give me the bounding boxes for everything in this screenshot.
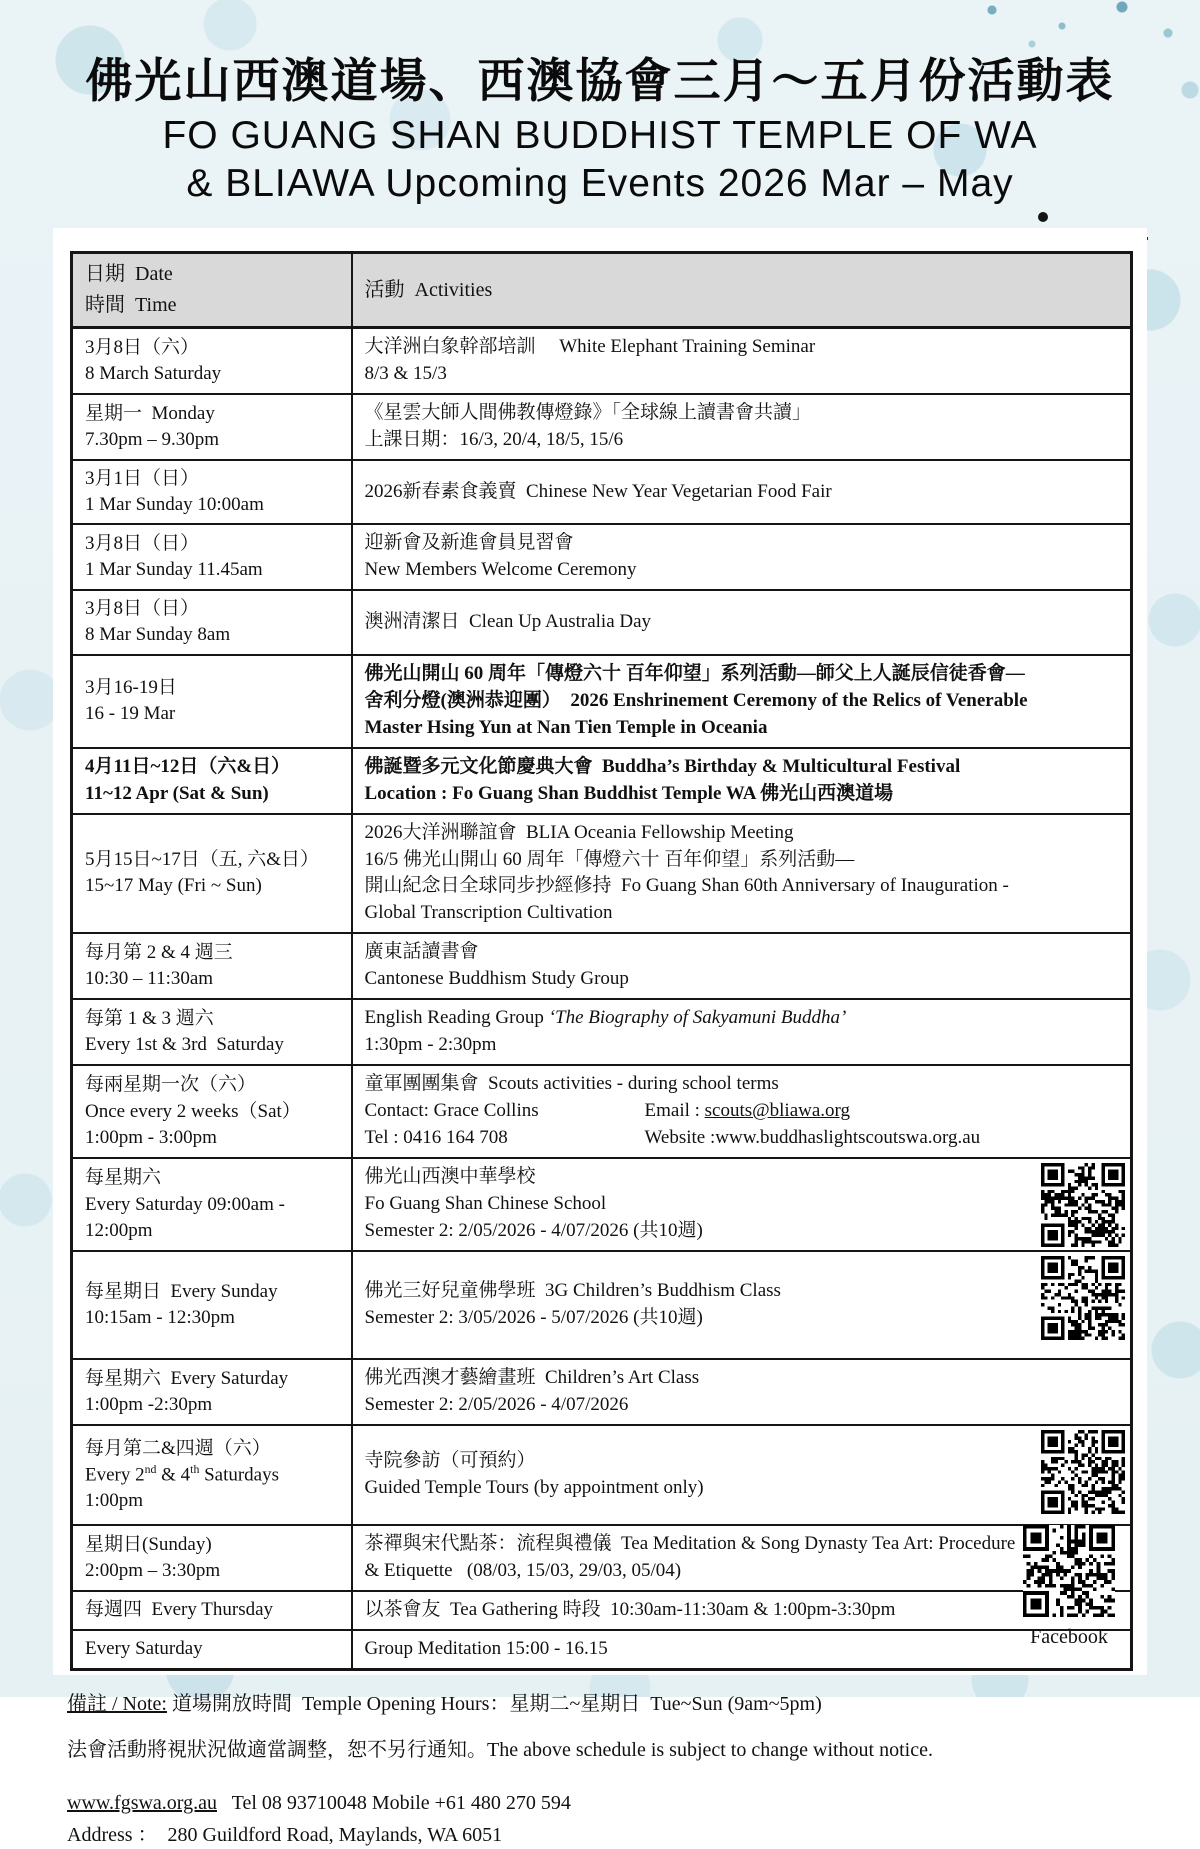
text-segment: 10:15am - 12:30pm — [85, 1307, 235, 1329]
text-segment: ‘The Biography of Sakyamuni Buddha’ — [548, 1007, 847, 1029]
text-line — [85, 401, 341, 427]
text-line — [365, 530, 1121, 557]
header-time-label: 時間 Time — [85, 294, 177, 316]
text-line — [85, 1006, 341, 1032]
text-segment: nd — [144, 1462, 157, 1476]
date-cell — [72, 655, 352, 748]
text-segment: 以茶會友 Tea Gathering 時段 10:30am-11:30am & 1:00pm-3:30pm — [364, 1598, 896, 1620]
text-line — [85, 1192, 341, 1218]
text-line — [85, 1279, 341, 1305]
text-segment: Every 1st & 3rd Saturday — [85, 1034, 284, 1056]
text-line — [85, 966, 341, 992]
text-line — [365, 1636, 1121, 1663]
text-segment: 5月15日~17日（五, 六&日） — [85, 849, 320, 871]
text-segment: 1:00pm — [85, 1490, 144, 1512]
text-segment: 1 Mar Sunday 10:00am — [85, 494, 264, 516]
text-line — [85, 1305, 341, 1331]
header-date-label: 日期 Date — [85, 263, 173, 285]
date-cell — [72, 1525, 352, 1591]
text-line — [67, 1822, 1107, 1849]
text-line — [67, 1790, 1107, 1818]
footer-note — [67, 1691, 1107, 1719]
text-segment: Semester 2: 2/05/2026 - 4/07/2026 (共10週) — [364, 1220, 703, 1242]
text-line — [85, 335, 341, 361]
text-segment: 2026大洋洲聯誼會 BLIA Oceania Fellowship Meeting — [364, 821, 794, 843]
text-line — [85, 361, 341, 387]
text-segment: 茶禪與宋代點茶：流程與禮儀 Tea Meditation & Song Dynasty Tea Art: Procedure — [364, 1533, 1016, 1555]
text-segment: 每第 1 & 3 週六 — [85, 1008, 214, 1030]
text-segment: 每星期日 Every Sunday — [85, 1280, 278, 1302]
text-segment: 8/3 & 15/3 — [364, 362, 447, 384]
text-line — [365, 1365, 1121, 1392]
text-segment: 7.30pm – 9.30pm — [85, 428, 220, 450]
text-segment: 8 March Saturday — [85, 362, 222, 384]
qr-code-facebook — [1023, 1525, 1115, 1617]
text-line — [85, 1165, 341, 1191]
text-line — [365, 1558, 1121, 1585]
text-line — [365, 715, 1121, 742]
text-segment: 星期一 Monday — [85, 402, 215, 424]
activity-cell — [352, 814, 1132, 934]
text-segment: 童軍團團集會 Scouts activities - during school terms — [364, 1073, 779, 1095]
text-segment: Website :www.buddhaslightscoutswa.org.au — [644, 1127, 981, 1149]
text-line — [365, 1448, 1121, 1475]
text-segment: Semester 2: 3/05/2026 - 5/07/2026 (共10週) — [364, 1307, 703, 1329]
activity-cell — [352, 460, 1132, 524]
qr-code-3g-class — [1041, 1256, 1125, 1340]
text-line — [365, 754, 1121, 781]
text-line — [365, 400, 1121, 427]
text-line — [365, 1125, 1121, 1152]
text-line — [365, 479, 1121, 506]
text-line — [85, 1636, 341, 1662]
text-segment: Tel 08 93710048 Mobile +61 480 270 594 — [216, 1792, 571, 1815]
text-segment: 8 Mar Sunday 8am — [85, 624, 231, 646]
date-cell — [72, 328, 352, 394]
footer-notice — [67, 1737, 1107, 1765]
table-row — [72, 1630, 1132, 1669]
date-cell — [72, 814, 352, 934]
text-segment: 16/5 佛光山開山 60 周年「傳燈六十 百年仰望」系列活動— — [364, 848, 855, 870]
text-line — [365, 1164, 1121, 1191]
text-segment: 12:00pm — [85, 1219, 153, 1241]
table-row — [72, 748, 1132, 814]
table-row — [72, 460, 1132, 524]
text-segment: Tel : 0416 164 708 — [364, 1127, 508, 1149]
text-segment: 3月8日（六） — [85, 336, 200, 358]
text-line — [85, 1436, 341, 1462]
text-segment: 1:00pm - 3:00pm — [85, 1126, 217, 1148]
text-line — [365, 900, 1121, 927]
text-line — [365, 334, 1121, 361]
date-cell — [72, 748, 352, 814]
page-title — [0, 44, 1200, 206]
date-cell — [72, 460, 352, 524]
text-line — [365, 1597, 1121, 1624]
text-line — [85, 1099, 341, 1125]
text-segment: 開山紀念日全球同步抄經修持 Fo Guang Shan 60th Anniversary of Inauguration - — [364, 875, 1009, 897]
text-line — [85, 1366, 341, 1392]
text-line — [365, 688, 1121, 715]
date-cell — [72, 933, 352, 999]
activity-cell — [352, 524, 1132, 590]
text-segment: Fo Guang Shan Chinese School — [364, 1193, 607, 1215]
text-segment: 3月8日（日） — [85, 533, 200, 555]
text-segment: Location : Fo Guang Shan Buddhist Temple WA 佛光山西澳道場 — [364, 782, 894, 804]
text-segment: 佛光山開山 60 周年「傳燈六十 百年仰望」系列活動—師父上人誕辰信徒香會— — [364, 662, 1025, 684]
header-activities — [352, 253, 1132, 328]
text-segment: 2:00pm – 3:30pm — [85, 1560, 221, 1581]
table-header-row — [72, 253, 1132, 328]
text-line — [365, 557, 1121, 584]
text-segment: 大洋洲白象幹部培訓 White Elephant Training Seminar — [364, 336, 816, 357]
text-line — [67, 1691, 1107, 1719]
activity-cell — [352, 1158, 1132, 1251]
text-segment: Every 2 — [85, 1464, 145, 1486]
text-segment: 迎新會及新進會員見習會 — [364, 532, 574, 554]
table-row — [72, 933, 1132, 999]
text-segment: 16 - 19 Mar — [85, 703, 176, 725]
text-segment: 上課日期：16/3, 20/4, 18/5, 15/6 — [364, 428, 624, 450]
text-segment: 11~12 Apr (Sat & Sun) — [85, 782, 269, 804]
title-english-line2: & BLIAWA Upcoming Events 2026 Mar – May — [186, 161, 1014, 205]
table-row — [72, 328, 1132, 394]
activity-cell — [352, 933, 1132, 999]
text-line — [365, 1098, 1121, 1125]
text-line — [85, 1462, 341, 1489]
text-line — [85, 531, 341, 557]
table-row — [72, 1525, 1132, 1591]
text-line — [365, 1218, 1121, 1245]
date-cell — [72, 1251, 352, 1359]
activity-cell — [352, 394, 1132, 460]
events-table — [70, 251, 1133, 1671]
table-row — [72, 999, 1132, 1065]
text-line — [85, 873, 341, 899]
date-cell — [72, 999, 352, 1065]
text-line — [365, 1475, 1121, 1502]
activity-cell — [352, 590, 1132, 654]
text-segment: 舍利分燈(澳洲恭迎團） 2026 Enshrinement Ceremony of the Relics of Venerable — [364, 689, 1028, 711]
table-row — [72, 1065, 1132, 1158]
date-cell — [72, 524, 352, 590]
footer-contact — [67, 1790, 1107, 1818]
footer-address — [67, 1822, 1107, 1849]
text-line — [85, 596, 341, 622]
table-row — [72, 524, 1132, 590]
text-line — [85, 701, 341, 727]
text-segment: Group Meditation 15:00 - 16.15 — [364, 1637, 608, 1659]
text-line — [365, 1191, 1121, 1218]
table-row — [72, 1251, 1132, 1359]
text-segment: Once every 2 weeks（Sat） — [85, 1100, 301, 1122]
text-segment: 佛光山西澳中華學校 — [364, 1166, 536, 1188]
text-segment: & Etiquette (08/03, 15/03, 29/03, 05/04) — [364, 1560, 682, 1581]
text-line — [365, 1531, 1121, 1558]
text-line — [365, 781, 1121, 808]
text-segment: 每月第二&四週（六） — [85, 1437, 271, 1459]
text-segment: 澳洲清潔日 Clean Up Australia Day — [364, 610, 652, 632]
text-segment: 15~17 May (Fri ~ Sun) — [85, 875, 262, 897]
text-segment: 每星期六 Every Saturday — [85, 1367, 289, 1389]
qr-code-chinese-school — [1041, 1163, 1125, 1247]
footer — [67, 1691, 1107, 1849]
ink-dot — [1038, 212, 1048, 222]
table-row — [72, 655, 1132, 748]
text-segment: 寺院參訪（可預約） — [364, 1450, 536, 1472]
text-line — [85, 466, 341, 492]
table-row — [72, 394, 1132, 460]
title-chinese: 佛光山西澳道場、西澳協會三月～五月份活動表 — [85, 56, 1115, 108]
text-line — [85, 754, 341, 780]
text-segment: 10:30 – 11:30am — [85, 968, 214, 990]
text-segment: 星期日(Sunday) — [85, 1533, 212, 1555]
header-date-time — [72, 253, 352, 328]
text-segment: 3月16-19日 — [85, 676, 177, 698]
text-segment: Semester 2: 2/05/2026 - 4/07/2026 — [364, 1394, 629, 1416]
activity-cell — [352, 999, 1132, 1065]
facebook-qr-block — [1023, 1525, 1115, 1649]
text-line — [365, 661, 1121, 688]
text-line — [365, 609, 1121, 636]
facebook-label: Facebook — [1030, 1626, 1108, 1648]
text-line — [365, 361, 1121, 388]
date-cell — [72, 1359, 352, 1425]
text-line — [365, 847, 1121, 874]
activity-cell — [352, 328, 1132, 394]
text-segment: 每兩星期一次（六） — [85, 1074, 257, 1096]
text-segment: Global Transcription Cultivation — [364, 902, 613, 924]
text-segment: Cantonese Buddhism Study Group — [364, 968, 629, 990]
text-line — [85, 1125, 341, 1151]
activity-cell — [352, 1251, 1132, 1359]
activity-cell — [352, 748, 1132, 814]
date-cell — [72, 1158, 352, 1251]
text-segment: 每星期六 — [85, 1167, 162, 1189]
activity-cell — [352, 1591, 1132, 1630]
activity-cell — [352, 1359, 1132, 1425]
text-segment: 3月8日（日） — [85, 598, 200, 620]
text-line — [85, 940, 341, 966]
table-row — [72, 814, 1132, 934]
text-line — [365, 939, 1121, 966]
text-segment: 1 Mar Sunday 11.45am — [85, 559, 263, 581]
text-line — [85, 1072, 341, 1098]
text-segment: 2026新春素食義賣 Chinese New Year Vegetarian Food Fair — [364, 480, 832, 502]
activity-cell — [352, 1065, 1132, 1158]
text-segment: 道場開放時間 Temple Opening Hours：星期二~星期日 Tue~Sun (9am~5pm) — [167, 1692, 822, 1715]
text-segment: 佛光西澳才藝繪畫班 Children’s Art Class — [364, 1367, 700, 1389]
text-line — [85, 1218, 341, 1244]
text-segment: Guided Temple Tours (by appointment only) — [364, 1477, 704, 1499]
text-segment: & 4 — [156, 1464, 191, 1486]
date-cell — [72, 1591, 352, 1630]
text-line — [365, 820, 1121, 847]
text-line — [365, 966, 1121, 993]
text-segment: Email : — [644, 1100, 705, 1122]
text-line — [67, 1737, 1107, 1765]
text-line — [85, 427, 341, 453]
text-segment: Every Saturday — [85, 1638, 203, 1660]
text-segment: Every Saturday 09:00am - — [85, 1193, 285, 1215]
text-segment: English Reading Group — [364, 1007, 549, 1029]
date-cell — [72, 590, 352, 654]
text-segment: 3月1日（日） — [85, 467, 200, 489]
text-segment: 廣東話讀書會 — [364, 941, 479, 963]
date-cell — [72, 394, 352, 460]
date-cell — [72, 1425, 352, 1525]
qr-code-temple-tours — [1041, 1430, 1125, 1514]
text-line — [365, 1278, 1121, 1305]
text-line — [365, 1392, 1121, 1419]
header-activities-label: 活動 Activities — [364, 278, 493, 301]
date-cell — [72, 1630, 352, 1669]
link-text[interactable]: www.fgswa.org.au — [67, 1792, 217, 1815]
text-segment: 佛誕暨多元文化節慶典大會 Buddha’s Birthday & Multicultural Festival — [364, 755, 961, 777]
text-line — [365, 1071, 1121, 1098]
text-segment: th — [190, 1462, 200, 1476]
text-line — [85, 557, 341, 583]
link-text[interactable]: scouts@bliawa.org — [704, 1100, 851, 1122]
title-english-line1: FO GUANG SHAN BUDDHIST TEMPLE OF WA — [162, 114, 1038, 157]
text-segment: 佛光三好兒童佛學班 3G Children’s Buddhism Class — [364, 1280, 781, 1302]
link-text[interactable]: 備註 / Note: — [67, 1692, 167, 1715]
activity-cell — [352, 1630, 1132, 1669]
text-line — [85, 781, 341, 807]
text-segment: 每週四 Every Thursday — [85, 1599, 274, 1621]
text-line — [85, 1032, 341, 1058]
text-segment: Saturdays — [199, 1464, 280, 1486]
text-segment: 法會活動將視狀況做適當調整，恕不另行通知。The above schedule is subject to change without notice. — [67, 1738, 933, 1761]
text-segment: 每月第 2 & 4 週三 — [85, 942, 233, 964]
table-row — [72, 1359, 1132, 1425]
text-line — [85, 1392, 341, 1418]
text-line — [85, 1488, 341, 1514]
text-line — [85, 1558, 341, 1584]
table-row — [72, 1425, 1132, 1525]
activity-cell — [352, 655, 1132, 748]
schedule-sheet — [53, 228, 1147, 1846]
text-segment: 1:00pm -2:30pm — [85, 1394, 213, 1416]
text-line — [365, 873, 1121, 900]
text-line — [365, 1032, 1121, 1059]
text-segment: New Members Welcome Ceremony — [364, 559, 637, 581]
text-line — [365, 1005, 1121, 1032]
text-segment: 4月11日~12日（六&日） — [85, 756, 291, 778]
text-segment: 1:30pm - 2:30pm — [364, 1034, 497, 1056]
text-line — [85, 492, 341, 518]
activity-cell — [352, 1525, 1132, 1591]
text-line — [85, 1597, 341, 1623]
text-segment: Master Hsing Yun at Nan Tien Temple in Oceania — [364, 716, 768, 738]
text-segment: Address ： 280 Guildford Road, Maylands, WA 6051 — [67, 1823, 503, 1846]
text-segment: 《星雲大師人間佛教傳燈錄》「全球線上讀書會共讀」 — [364, 401, 812, 423]
table-row — [72, 1158, 1132, 1251]
text-line — [365, 427, 1121, 454]
activity-cell — [352, 1425, 1132, 1525]
text-line — [365, 1305, 1121, 1332]
text-line — [85, 622, 341, 648]
text-segment: Contact: Grace Collins — [364, 1100, 539, 1122]
date-cell — [72, 1065, 352, 1158]
text-line — [85, 847, 341, 873]
table-row — [72, 1591, 1132, 1630]
table-row — [72, 590, 1132, 654]
text-line — [85, 675, 341, 701]
text-line — [85, 1532, 341, 1558]
